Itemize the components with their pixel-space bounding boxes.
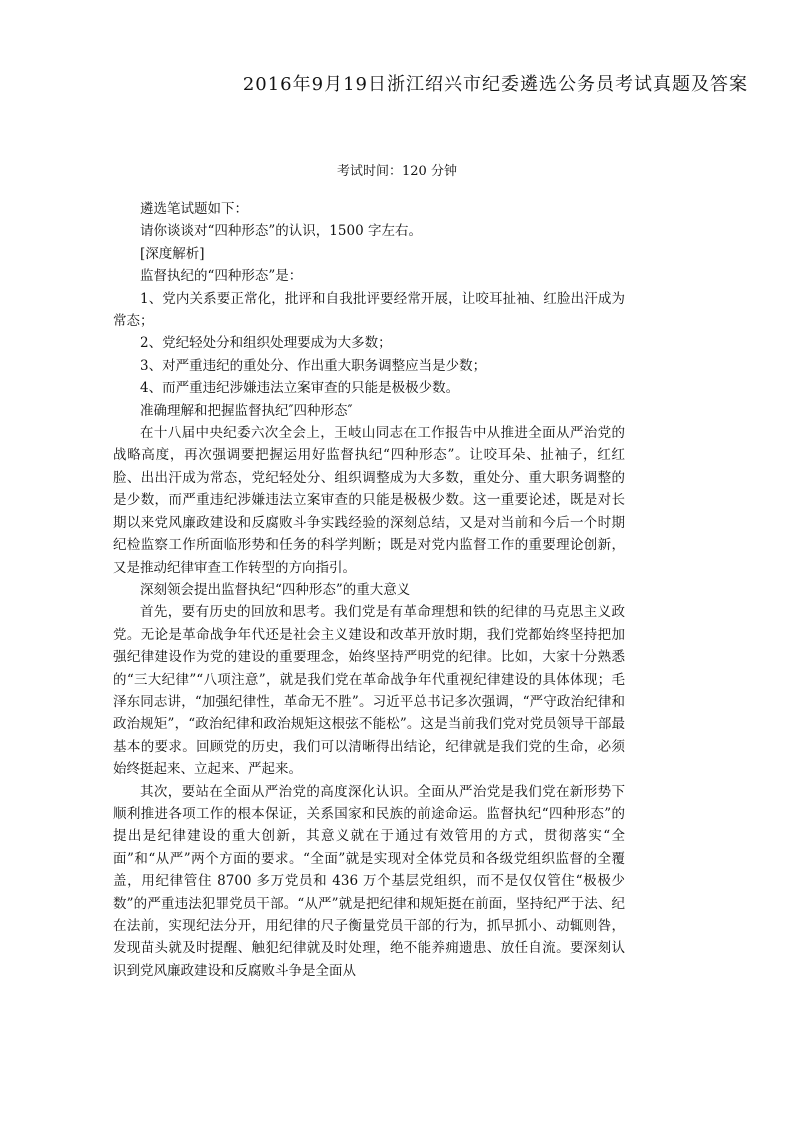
paragraph-question: 请你谈谈对“四种形态”的认识，1500 字左右。 xyxy=(140,223,422,240)
paragraph-body: 在十八届中央纪委六次全会上，王岐山同志在工作报告中从推进全面从严治党的战略高度，再次强调要把握运用好监督执纪“四种形态”。让咬耳朵、扯袖子，红红脸、出出汗成为常态，党纪轻处分、组织调整成为大多数，重处分、重大职务调整的是少数，而严重违纪涉嫌违法立案审查的只能是极极少数。这一重要论述，既是对长期以来党风廉政建设和反腐败斗争实践经验的深刻总结，又是对当前和今后一个时期纪检监察工作所面临形势和任务的科学判断；既是对党内监督工作的重要理论创新，又是推动纪律审查工作转型的方向指引。 xyxy=(113,425,625,576)
list-item-2: 2、党纪轻处分和组织处理要成为大多数； xyxy=(140,335,392,352)
exam-time: 考试时间：120 分钟 xyxy=(337,164,457,179)
document-body xyxy=(113,198,625,982)
paragraph-intro: 遴选笔试题如下： xyxy=(140,201,248,217)
section-heading-understanding: 准确理解和把握监督执纪″四种形态″ xyxy=(140,402,353,419)
list-item-4: 4、而严重违纪涉嫌违法立案审查的只能是极极少数。 xyxy=(140,380,460,397)
list-item-1: 1、党内关系要正常化，批评和自我批评要经常开展，让咬耳扯袖、红脸出汗成为常态； xyxy=(113,290,625,330)
section-heading-significance: 深刻领会提出监督执纪“四种形态”的重大意义 xyxy=(140,581,411,598)
list-item-3: 3、对严重违纪的重处分、作出重大职务调整应当是少数； xyxy=(140,357,487,374)
paragraph-body: 首先，要有历史的回放和思考。我们党是有革命理想和铁的纪律的马克思主义政党。无论是革命战争年代还是社会主义建设和改革开放时期，我们党都始终坚持把加强纪律建设作为党的建设的重要理念，始终坚持严明党的纪律。比如，大家十分熟悉的“三大纪律”“八项注意”，就是我们党在革命战争年代重视纪律建设的具体体现；毛泽东同志讲，“加强纪律性，革命无不胜”。习近平总书记多次强调，“严守政治纪律和政治规矩”，“政治纪律和政治规矩这根弦不能松”。这是当前我们党对党员领导干部最基本的要求。回顾党的历史，我们可以清晰得出结论，纪律就是我们党的生命，必须始终挺起来、立起来、严起来。 xyxy=(113,604,625,778)
paragraph-body: 其次，要站在全面从严治党的高度深化认识。全面从严治党是我们党在新形势下顺利推进各项工作的根本保证，关系国家和民族的前途命运。监督执纪“四种形态”的提出是纪律建设的重大创新，其意义就在于通过有效管用的方式，贯彻落实“全面”和“从严”两个方面的要求。“全面”就是实现对全体党员和各级党组织监督的全覆盖，用纪律管住 8700 多万党员和 436 万个基层党组织，而不是仅仅管住“极极少数”的严重违法犯罪党员干部。“从严”就是把纪律和规矩挺在前面，坚持纪严于法、纪在法前，实现纪法分开，用纪律的尺子衡量党员干部的行为，抓早抓小、动辄则咎，发现苗头就及时提醒、触犯纪律就及时处理，绝不能养痈遗患、放任自流。要深刻认识到党风廉政建设和反腐败斗争是全面从 xyxy=(113,783,625,979)
paragraph-four-forms-heading: 监督执纪的“四种形态”是： xyxy=(140,268,303,285)
document-title: 2016年9月19日浙江绍兴市纪委遴选公务员考试真题及答案 xyxy=(242,74,748,95)
paragraph-analysis-label: [深度解析] xyxy=(140,245,205,262)
